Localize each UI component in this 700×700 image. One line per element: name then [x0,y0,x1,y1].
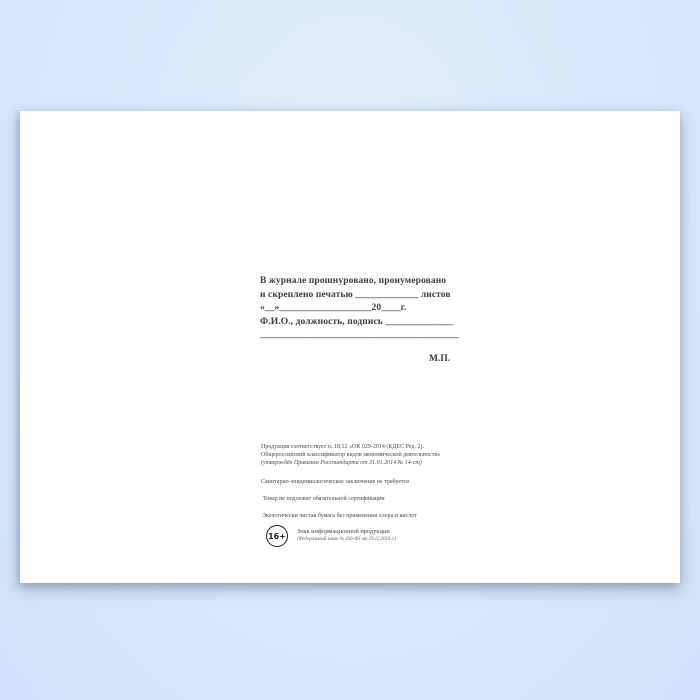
date-blank-line: «__»___________________20____г. [260,303,407,313]
seal-place-label: М.П. [429,354,451,364]
eco-paper-note: Экологически чистая бумага без применения хлора и кислот [262,513,417,519]
stitch-line-1: В журнале прошнуровано, пронумеровано [260,276,447,286]
blank-underscore-line: _________________________________________ [260,330,459,340]
conformity-line-1: Продукция соответствует п. 18.12 «ОК 029-2014 (КДЕС Ред. 2). [261,444,424,450]
conformity-line-2: Общероссийский классификатор видов экономической деятельности» [261,452,441,459]
age-mark-law-reference: (Федеральный закон № 436-ФЗ от 29.12.2010 г.) [297,537,397,542]
certification-note: Товар не подлежит обязательной сертификации [263,496,385,502]
product-conformity-block [261,443,441,468]
conformity-line-3: (утверждён Приказом Росстандарта от 31.01.2014 № 14-ст) [261,460,422,467]
name-position-signature-line: Ф.И.О., должность, подпись ______________ [260,316,454,327]
journal-back-page [20,111,680,583]
stitch-statement-block [260,275,459,343]
age-16-plus-icon: 16+ [266,525,288,547]
sanitary-note: Санитарно-эпидемиологическое заключение не требуется [261,479,410,485]
stitch-line-2: и скреплено печатью _____________ листов [260,289,451,300]
age-mark-title: Знак информационной продукции [297,528,390,535]
